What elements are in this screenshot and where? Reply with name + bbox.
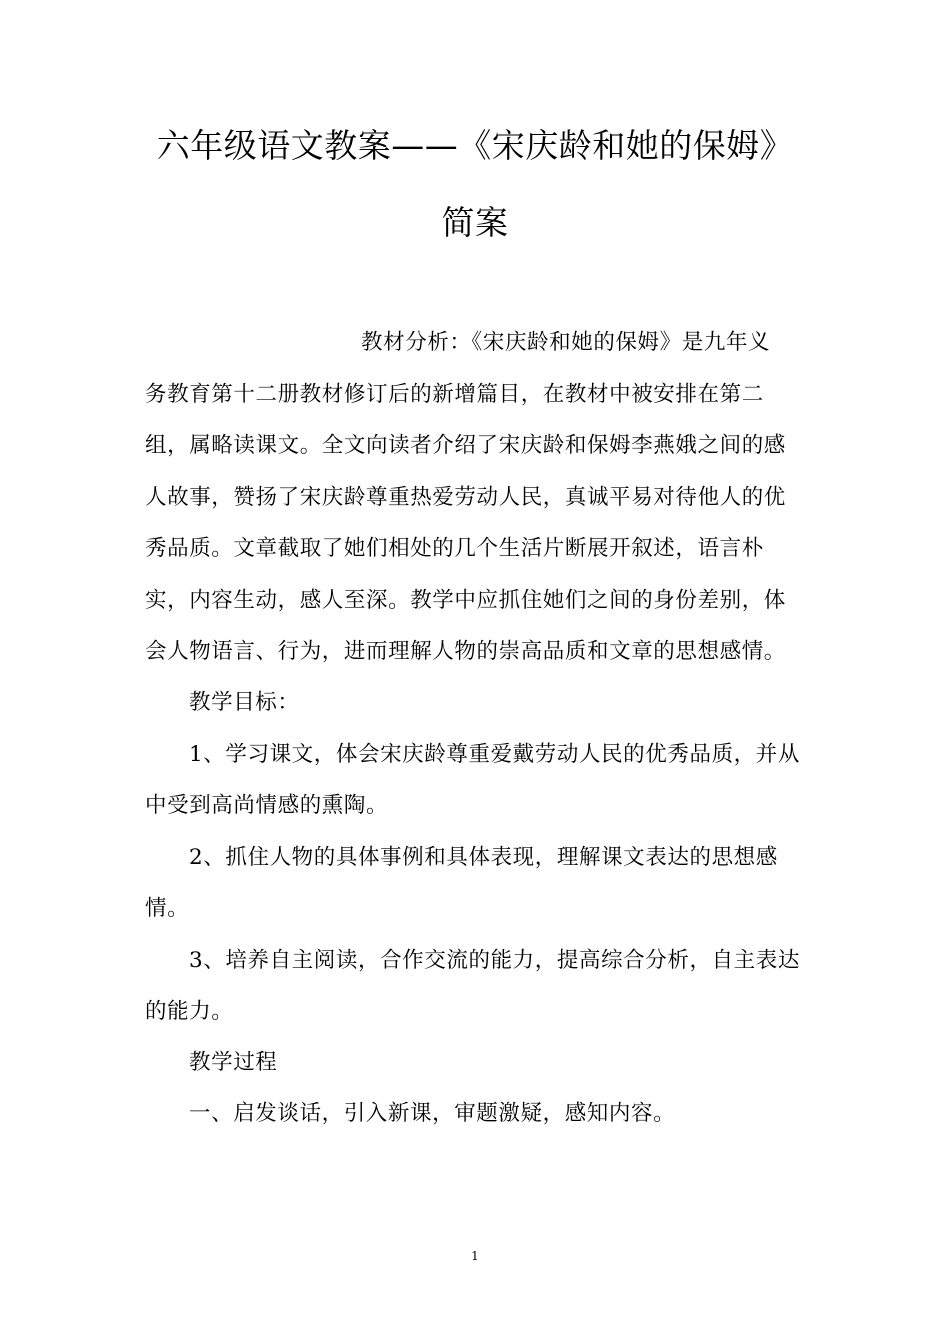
goal-number: 1 [189,742,204,767]
section-heading-goals: 教学目标： [189,690,300,715]
goal-text: 、培养自主阅读，合作交流的能力，提高综合分析，自主表达 [203,948,800,973]
page-number: 1 [471,1249,479,1263]
goal-item-3 [189,946,800,976]
paragraph-line: 人故事，赞扬了宋庆龄尊重热爱劳动人民，真诚平易对待他人的优 [145,485,786,510]
paragraph-line: 务教育第十二册教材修订后的新增篇目，在教材中被安排在第二 [145,382,764,407]
goal-item-2 [189,843,778,873]
paragraph-line: 中受到高尚情感的熏陶。 [145,793,389,818]
goal-text: 、抓住人物的具体事例和具体表现，理解课文表达的思想感 [203,845,778,870]
paragraph-line: 的能力。 [145,999,234,1024]
goal-number: 2 [189,845,204,870]
paragraph-line: 情。 [145,896,190,921]
document-title-line-1: 六年级语文教案——《宋庆龄和她的保姆》 [156,126,794,165]
section-heading-process: 教学过程 [189,1050,278,1075]
paragraph-line: 实，内容生动，感人至深。教学中应抓住她们之间的身份差别，体 [145,588,786,613]
paragraph-line: 教材分析：《宋庆龄和她的保姆》是九年义 [361,330,771,355]
goal-text: 、学习课文，体会宋庆龄尊重爱戴劳动人民的优秀品质，并从 [203,742,800,767]
paragraph-line: 组，属略读课文。全文向读者介绍了宋庆龄和保姆李燕娥之间的感 [145,433,786,458]
goal-item-1 [189,740,800,770]
paragraph-line: 秀品质。文章截取了她们相处的几个生活片断展开叙述，语言朴 [145,536,764,561]
goal-number: 3 [189,948,204,973]
paragraph-line: 会人物语言、行为，进而理解人物的崇高品质和文章的思想感情。 [145,639,786,664]
document-title-line-2: 简案 [441,203,509,242]
section-step-1: 一、启发谈话，引入新课，审题激疑，感知内容。 [189,1101,676,1126]
